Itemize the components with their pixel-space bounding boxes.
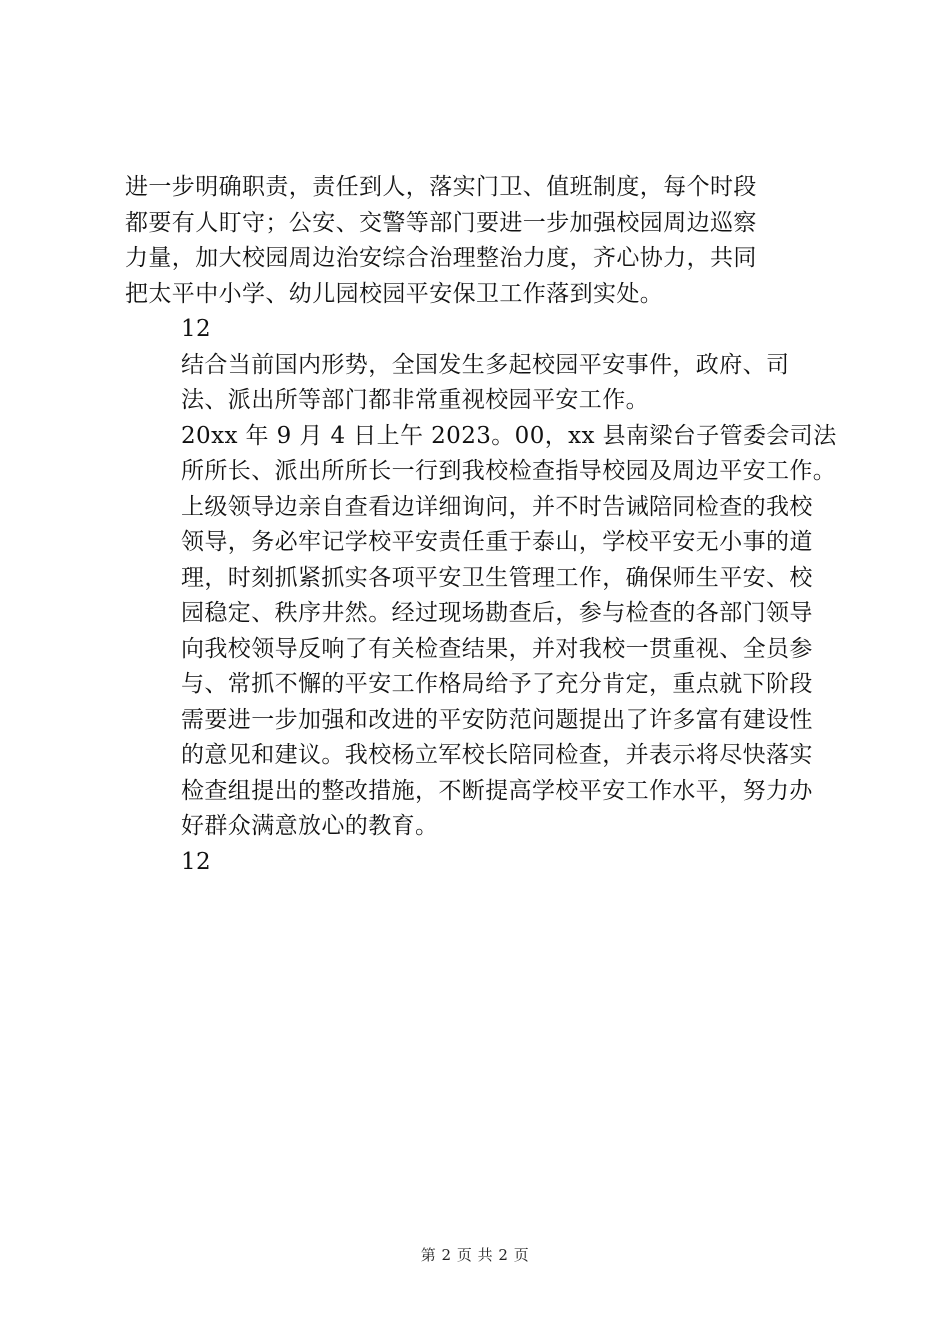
paragraph-situation: 结合当前国内形势，全国发生多起校园平安事件，政府、司 法、派出所等部门都非常重视校园平安工作。 <box>181 351 790 413</box>
page-footer: 第 2 页 共 2 页 <box>420 1246 530 1264</box>
paragraph-number: 12 <box>181 848 212 875</box>
document-body <box>125 170 837 880</box>
paragraph-continuation: 进一步明确职责，责任到人，落实门卫、值班制度，每个时段 都要有人盯守；公安、交警等部门要进一步加强校园周边巡察 力量，加大校园周边治安综合治理整治力度，齐心协力，共同 把太平中小学、幼儿园校园平安保卫工作落到实处。 <box>125 174 757 307</box>
paragraph-number: 12 <box>181 316 212 342</box>
paragraph-inspection: 20xx 年 9 月 4 日上午 2023。00，xx 县南梁台子管委会司法 所所长、派出所所长一行到我校检查指导校园及周边平安工作。 上级领导边亲自查看边详细询问，并不时告诫陪同检查的我校 领导，务必牢记学校平安责任重于泰山，学校平安无小事的道 理，时刻抓紧抓实各项平安卫生管理工作，确保师生平安、校 园稳定、秩序井然。经过现场勘查后，参与检查的各部门领导 向我校领导反响了有关检查结果，并对我校一贯重视、全员参 与、常抓不懈的平安工作格局给予了充分肯定，重点就下阶段 需要进一步加强和改进的平安防范问题提出了许多富有建设性 的意见和建议。我校杨立军校长陪同检查，并表示将尽快落实 检查组提出的整改措施，不断提高学校平安工作水平，努力办 好群众满意放心的教育。 <box>181 422 837 839</box>
